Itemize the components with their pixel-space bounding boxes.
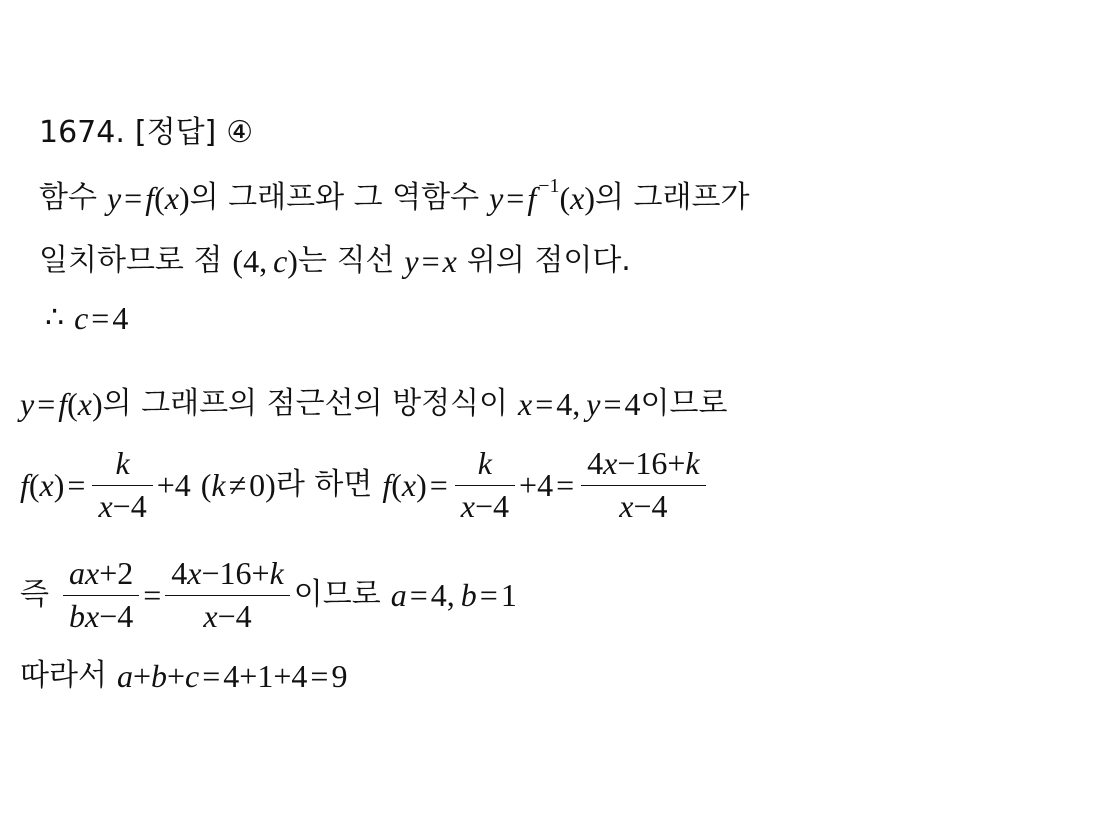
solution-line-4 [20,388,727,420]
math-expression: y=x [404,243,457,279]
answer-label: [정답] [134,115,217,150]
solution-line-6 [20,557,517,633]
fraction: $\frac{4x-16+k}{x-4}$ [581,447,706,523]
fraction: $\frac{k}{x-4}$ [92,447,152,523]
text-segment: 이므로 [293,577,381,613]
solution-line-7 [20,660,347,692]
fraction: $\frac{ax+2}{bx-4}$ [63,557,139,633]
math-expression: (k≠0) [200,467,276,504]
text-segment: 이므로 [640,386,728,421]
math-expression: f(x)= [382,467,448,504]
math-expression: a+b+c=4+1+4=9 [116,658,348,694]
math-expression: x=4, y=4 [518,386,641,422]
text-segment: 따라서 [20,658,107,693]
math-exponent: −1 [538,175,560,197]
math-expression: +4= [519,467,575,504]
text-segment: 는 직선 [297,243,395,278]
math-expression: +4 [156,467,191,504]
solution-line-1 [39,175,750,216]
fraction: $\frac{4x-16+k}{x-4}$ [165,557,290,633]
text-segment: 즉 [20,577,49,613]
math-expression: y=f [489,180,537,216]
math-expression: y=f(x) [106,180,190,216]
text-segment: 위의 점이다. [466,243,631,278]
problem-number: 1674. [39,115,125,150]
text-segment: 라 하면 [275,467,373,503]
math-expression: y=f(x) [20,386,103,422]
math-expression: = [143,577,162,614]
answer-header [39,115,254,150]
math-expression: f(x)= [20,467,86,504]
therefore-symbol: ∴ [45,300,65,335]
solution-line-5 [20,447,710,523]
math-expression: (x) [559,180,595,216]
solution-line-2 [39,245,631,277]
text-segment: 의 그래프와 그 역함수 [189,180,480,215]
math-expression: c=4 [74,300,129,336]
text-segment: 일치하므로 점 [39,243,223,278]
text-segment: 의 그래프가 [595,180,750,215]
text-segment: 함수 [39,180,97,215]
answer-symbol: ④ [226,115,254,150]
math-expression: a=4, b=1 [390,577,517,614]
fraction: $\frac{k}{x-4}$ [455,447,515,523]
text-segment: 의 그래프의 점근선의 방정식이 [102,386,509,421]
math-expression: (4, c) [232,243,298,279]
solution-line-3 [45,302,128,334]
